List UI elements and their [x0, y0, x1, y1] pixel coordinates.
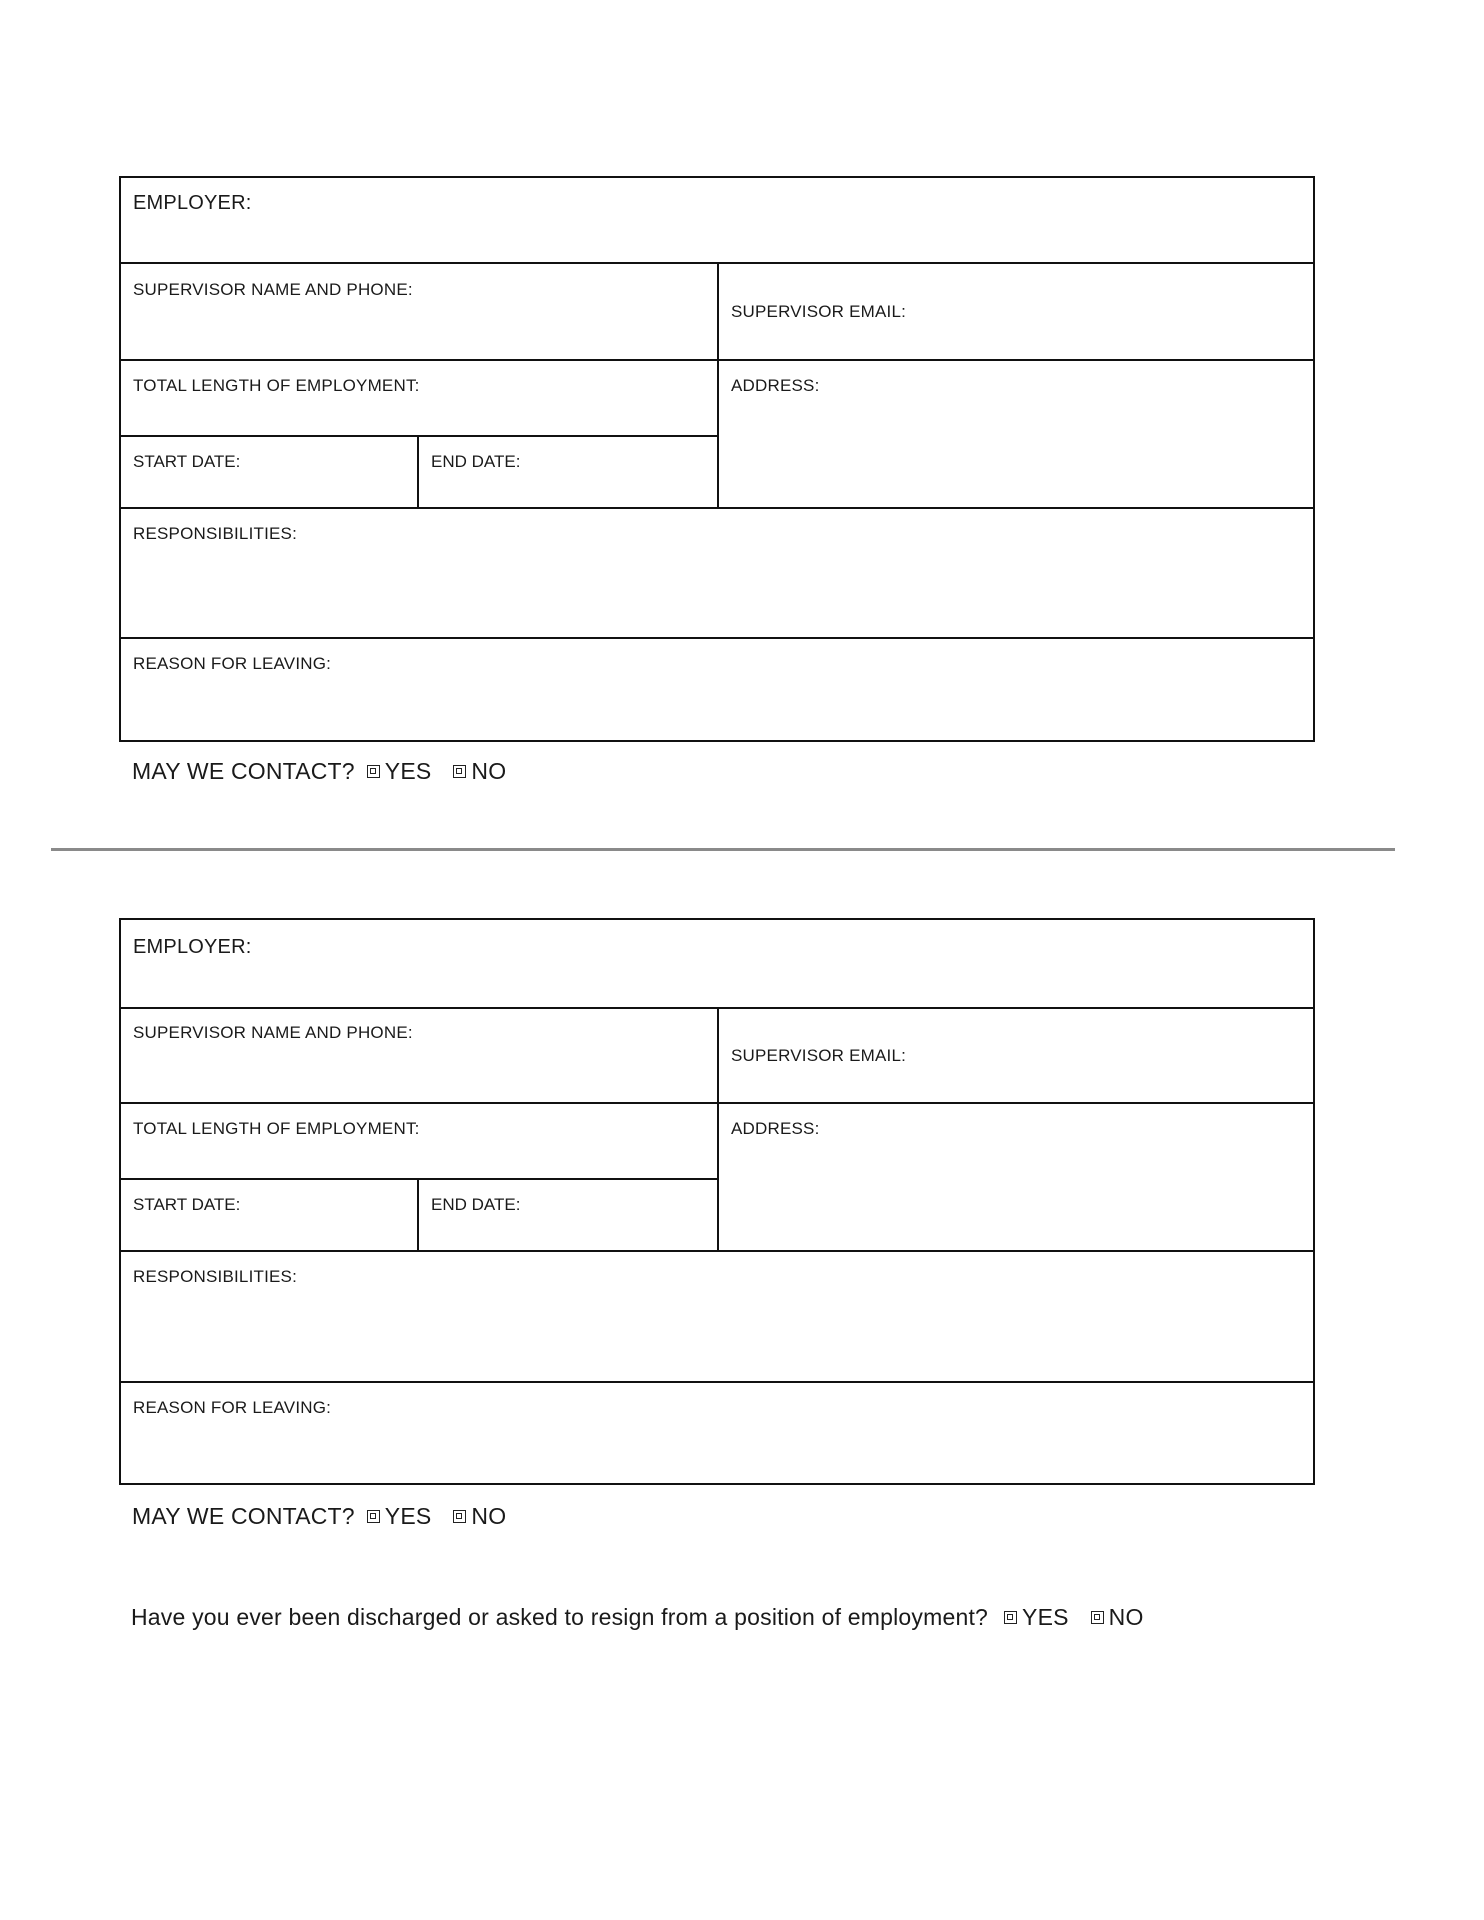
contact-yes-option[interactable]: [355, 758, 432, 785]
end-date-field[interactable]: [419, 437, 717, 507]
reason-field[interactable]: [121, 639, 1313, 740]
start-date-label: START DATE:: [133, 1195, 241, 1214]
employment-table-2: [119, 918, 1315, 1485]
reason-row: [121, 637, 1313, 740]
discharge-yes-option[interactable]: [992, 1604, 1069, 1631]
reason-label: REASON FOR LEAVING:: [133, 1398, 332, 1417]
start-end-row: [121, 435, 717, 507]
no-label: NO: [471, 758, 507, 784]
reason-label: REASON FOR LEAVING:: [133, 654, 332, 673]
total-length-field[interactable]: [121, 361, 717, 435]
responsibilities-label: RESPONSIBILITIES:: [133, 524, 298, 543]
address-field[interactable]: [719, 1104, 1313, 1250]
no-label: NO: [471, 1503, 507, 1529]
start-date-field[interactable]: [121, 1180, 419, 1250]
discharge-question: [131, 1604, 1144, 1631]
employer-row: [121, 178, 1313, 262]
address-label: ADDRESS:: [731, 1119, 820, 1138]
supervisor-email-field[interactable]: [719, 1009, 1313, 1102]
start-end-row: [121, 1178, 717, 1250]
contact-question-1: [132, 758, 506, 785]
section-divider: [51, 848, 1395, 851]
responsibilities-row: [121, 1250, 1313, 1381]
checkbox-icon[interactable]: [367, 765, 380, 778]
reason-field[interactable]: [121, 1383, 1313, 1483]
employment-dates-row: [121, 1102, 1313, 1250]
reason-row: [121, 1381, 1313, 1483]
contact-question-2: [132, 1503, 506, 1530]
contact-question-label: MAY WE CONTACT?: [132, 758, 355, 784]
end-date-label: END DATE:: [431, 452, 521, 471]
total-length-label: TOTAL LENGTH OF EMPLOYMENT:: [133, 1119, 420, 1138]
supervisor-email-field[interactable]: [719, 264, 1313, 359]
checkbox-icon[interactable]: [1091, 1611, 1104, 1624]
no-label: NO: [1108, 1604, 1144, 1630]
checkbox-icon[interactable]: [453, 765, 466, 778]
supervisor-row: [121, 1007, 1313, 1102]
address-label: ADDRESS:: [731, 376, 820, 395]
responsibilities-field[interactable]: [121, 509, 1313, 637]
checkbox-icon[interactable]: [453, 1510, 466, 1523]
employment-dates-group: [121, 361, 719, 507]
supervisor-name-label: SUPERVISOR NAME AND PHONE:: [133, 1023, 413, 1042]
employer-label: EMPLOYER:: [133, 936, 252, 958]
supervisor-email-label: SUPERVISOR EMAIL:: [731, 301, 907, 321]
end-date-field[interactable]: [419, 1180, 717, 1250]
end-date-label: END DATE:: [431, 1195, 521, 1214]
yes-label: YES: [1022, 1604, 1069, 1630]
supervisor-email-label: SUPERVISOR EMAIL:: [731, 1045, 907, 1065]
supervisor-name-label: SUPERVISOR NAME AND PHONE:: [133, 280, 413, 299]
total-length-field[interactable]: [121, 1104, 717, 1178]
address-field[interactable]: [719, 361, 1313, 507]
checkbox-icon[interactable]: [1004, 1611, 1017, 1624]
contact-no-option[interactable]: [441, 758, 506, 785]
supervisor-name-field[interactable]: [121, 1009, 719, 1102]
yes-label: YES: [384, 1503, 432, 1529]
responsibilities-row: [121, 507, 1313, 637]
employer-field[interactable]: [121, 178, 1313, 262]
supervisor-row: [121, 262, 1313, 359]
discharge-question-text: Have you ever been discharged or asked to resign from a position of employment?: [131, 1604, 989, 1630]
employer-row: [121, 920, 1313, 1007]
total-length-label: TOTAL LENGTH OF EMPLOYMENT:: [133, 376, 420, 395]
discharge-no-option[interactable]: [1079, 1604, 1144, 1631]
supervisor-name-field[interactable]: [121, 264, 719, 359]
yes-label: YES: [384, 758, 432, 784]
employment-table-1: [119, 176, 1315, 742]
employment-dates-group: [121, 1104, 719, 1250]
employer-field[interactable]: [121, 920, 1313, 1007]
contact-question-label: MAY WE CONTACT?: [132, 1503, 355, 1529]
responsibilities-label: RESPONSIBILITIES:: [133, 1267, 298, 1286]
start-date-field[interactable]: [121, 437, 419, 507]
employment-dates-row: [121, 359, 1313, 507]
contact-no-option[interactable]: [441, 1503, 506, 1530]
contact-yes-option[interactable]: [355, 1503, 432, 1530]
responsibilities-field[interactable]: [121, 1252, 1313, 1381]
employer-label: EMPLOYER:: [133, 192, 252, 214]
start-date-label: START DATE:: [133, 452, 241, 471]
checkbox-icon[interactable]: [367, 1510, 380, 1523]
